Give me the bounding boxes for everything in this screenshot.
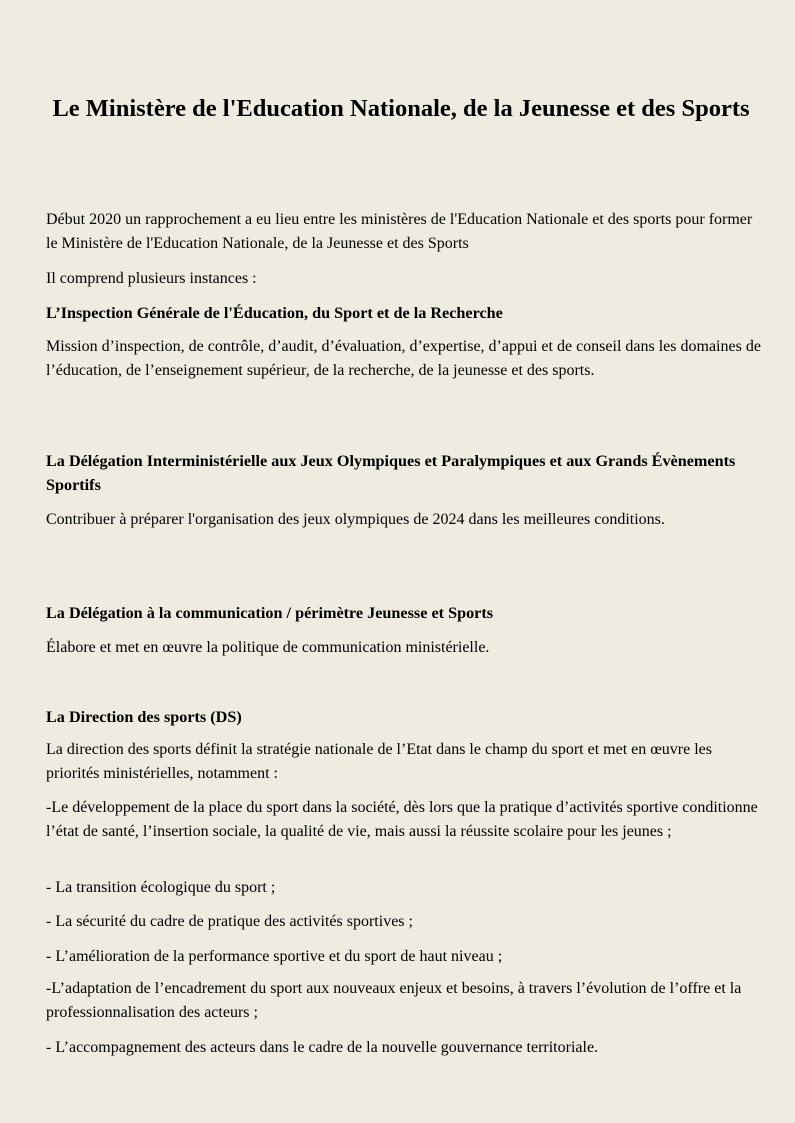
page-title: Le Ministère de l'Education Nationale, de la Jeunesse et des Sports [52,95,750,122]
instances-lead: Il comprend plusieurs instances : [46,270,257,287]
section-body-communication: Élabore et met en œuvre la politique de communication ministérielle. [46,639,490,656]
ds-list-item: -Le développement de la place du sport dans la société, dès lors que la pratique d’activités sportive conditionne l’état de santé, l’insertion sociale, la qualité de vie, mais aussi la réussite scolaire pour les jeunes ; [46,799,758,840]
ds-list-item: -L’adaptation de l’encadrement du sport aux nouveaux enjeux et besoins, à travers l’évolution de l’offre et la professionnalisation des acteurs ; [46,980,742,1021]
section-heading-direction-sports: La Direction des sports (DS) [46,708,242,726]
ds-list-item: - La transition écologique du sport ; [46,879,276,896]
section-body-inspection: Mission d’inspection, de contrôle, d’audit, d’évaluation, d’expertise, d’appui et de conseil dans les domaines de l’éducation, de l’enseignement supérieur, de la recherche, de la jeunesse et des sports. [46,338,761,379]
section-heading-delegation-jop: La Délégation Interministérielle aux Jeux Olympiques et Paralympiques et aux Grands Évènements Sportifs [46,452,736,494]
section-heading-communication: La Délégation à la communication / périmètre Jeunesse et Sports [46,604,494,622]
section-body-direction-sports: La direction des sports définit la stratégie nationale de l’Etat dans le champ du sport et met en œuvre les priorités ministérielles, notamment : [46,741,713,782]
intro-paragraph: Début 2020 un rapprochement a eu lieu entre les ministères de l'Education Nationale et des sports pour former le Ministère de l'Education Nationale, de la Jeunesse et des Sports [46,211,753,252]
ds-list-item: - La sécurité du cadre de pratique des activités sportives ; [46,913,413,930]
section-body-delegation-jop: Contribuer à préparer l'organisation des jeux olympiques de 2024 dans les meilleures conditions. [46,511,665,528]
ds-list-item: - L’accompagnement des acteurs dans le cadre de la nouvelle gouvernance territoriale. [46,1039,599,1056]
ds-list-item: - L’amélioration de la performance sportive et du sport de haut niveau ; [46,948,503,965]
section-heading-inspection: L’Inspection Générale de l'Éducation, du Sport et de la Recherche [46,304,503,322]
